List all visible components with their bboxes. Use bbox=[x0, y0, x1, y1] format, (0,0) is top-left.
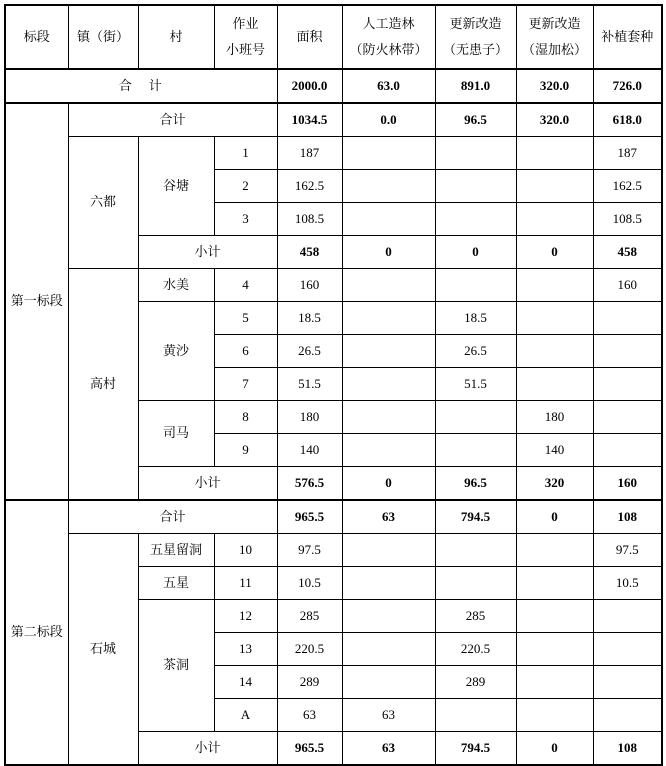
empty-cell bbox=[342, 335, 435, 368]
label-cell: 第二标段 bbox=[5, 500, 68, 765]
empty-cell bbox=[516, 302, 593, 335]
value-cell: 187 bbox=[277, 137, 342, 170]
empty-cell bbox=[593, 666, 662, 699]
value-cell: 26.5 bbox=[435, 335, 516, 368]
label-cell: 茶洞 bbox=[138, 600, 214, 732]
empty-cell bbox=[435, 567, 516, 600]
value-cell: 285 bbox=[277, 600, 342, 633]
value-cell: 96.5 bbox=[435, 103, 516, 137]
value-cell: 51.5 bbox=[277, 368, 342, 401]
header-label: （湿加松） bbox=[521, 42, 587, 57]
value-cell: 160 bbox=[277, 269, 342, 302]
table-body bbox=[5, 69, 662, 765]
label-cell: 黄沙 bbox=[138, 302, 214, 401]
value-cell: 108 bbox=[593, 500, 662, 534]
value-cell: 162.5 bbox=[277, 170, 342, 203]
afforestation-table bbox=[4, 4, 663, 766]
empty-cell bbox=[342, 567, 435, 600]
empty-cell bbox=[435, 170, 516, 203]
header-cell-replanting bbox=[593, 5, 662, 69]
label-cell: 合计 bbox=[68, 103, 277, 137]
value-cell: 6 bbox=[214, 335, 277, 368]
empty-cell bbox=[342, 401, 435, 434]
value-cell: 140 bbox=[516, 434, 593, 467]
header-label: 小班号 bbox=[225, 42, 265, 57]
empty-cell bbox=[435, 699, 516, 732]
value-cell: 180 bbox=[277, 401, 342, 434]
header-cell-renewal-slash-pine bbox=[516, 5, 593, 69]
value-cell: 63 bbox=[342, 500, 435, 534]
value-cell: 187 bbox=[593, 137, 662, 170]
value-cell: 160 bbox=[593, 467, 662, 501]
value-cell: 97.5 bbox=[593, 534, 662, 567]
value-cell: 18.5 bbox=[277, 302, 342, 335]
label-cell: 第一标段 bbox=[5, 103, 68, 500]
empty-cell bbox=[593, 699, 662, 732]
empty-cell bbox=[593, 600, 662, 633]
value-cell: 618.0 bbox=[593, 103, 662, 137]
value-cell: 2000.0 bbox=[277, 69, 342, 103]
empty-cell bbox=[593, 401, 662, 434]
empty-cell bbox=[516, 368, 593, 401]
empty-cell bbox=[435, 269, 516, 302]
header-cell-area bbox=[277, 5, 342, 69]
label-cell: 合计 bbox=[68, 500, 277, 534]
label-cell: 五星 bbox=[138, 567, 214, 600]
value-cell: 794.5 bbox=[435, 500, 516, 534]
table-row-data bbox=[5, 534, 662, 567]
empty-cell bbox=[342, 302, 435, 335]
header-label: 镇（街） bbox=[76, 29, 129, 44]
value-cell: 320.0 bbox=[516, 103, 593, 137]
header-label: 标段 bbox=[23, 29, 50, 44]
value-cell: 0 bbox=[516, 500, 593, 534]
header-label: 补植套种 bbox=[601, 29, 654, 44]
header-cell-section bbox=[5, 5, 68, 69]
label-cell: 高村 bbox=[68, 269, 138, 501]
empty-cell bbox=[435, 137, 516, 170]
empty-cell bbox=[516, 269, 593, 302]
value-cell: 794.5 bbox=[435, 732, 516, 766]
value-cell: 180 bbox=[516, 401, 593, 434]
header-label: 面积 bbox=[296, 29, 323, 44]
empty-cell bbox=[435, 203, 516, 236]
empty-cell bbox=[342, 534, 435, 567]
value-cell: 726.0 bbox=[593, 69, 662, 103]
value-cell: 220.5 bbox=[277, 633, 342, 666]
value-cell: 10.5 bbox=[593, 567, 662, 600]
label-cell: 小计 bbox=[138, 236, 277, 269]
empty-cell bbox=[342, 633, 435, 666]
empty-cell bbox=[342, 203, 435, 236]
value-cell: 108 bbox=[593, 732, 662, 766]
empty-cell bbox=[342, 600, 435, 633]
value-cell: 7 bbox=[214, 368, 277, 401]
header-label: 更新改造 bbox=[449, 16, 502, 31]
label-cell: 司马 bbox=[138, 401, 214, 467]
value-cell: 220.5 bbox=[435, 633, 516, 666]
value-cell: 965.5 bbox=[277, 732, 342, 766]
value-cell: 12 bbox=[214, 600, 277, 633]
empty-cell bbox=[342, 368, 435, 401]
empty-cell bbox=[516, 203, 593, 236]
header-cell-village bbox=[138, 5, 214, 69]
value-cell: 5 bbox=[214, 302, 277, 335]
value-cell: 26.5 bbox=[277, 335, 342, 368]
value-cell: 0 bbox=[342, 236, 435, 269]
value-cell: 108.5 bbox=[277, 203, 342, 236]
value-cell: 63 bbox=[277, 699, 342, 732]
header-label: 更新改造 bbox=[528, 16, 581, 31]
value-cell: 97.5 bbox=[277, 534, 342, 567]
value-cell: 14 bbox=[214, 666, 277, 699]
empty-cell bbox=[516, 699, 593, 732]
value-cell: 63 bbox=[342, 732, 435, 766]
header-label: 村 bbox=[169, 29, 183, 44]
empty-cell bbox=[516, 633, 593, 666]
header-cell-town bbox=[68, 5, 138, 69]
value-cell: A bbox=[214, 699, 277, 732]
value-cell: 320 bbox=[516, 467, 593, 501]
table-row-section-total bbox=[5, 103, 662, 137]
value-cell: 162.5 bbox=[593, 170, 662, 203]
value-cell: 0 bbox=[342, 467, 435, 501]
header-cell-renewal-sapindus bbox=[435, 5, 516, 69]
value-cell: 8 bbox=[214, 401, 277, 434]
value-cell: 51.5 bbox=[435, 368, 516, 401]
empty-cell bbox=[516, 534, 593, 567]
document-page bbox=[4, 4, 663, 766]
header-cell-plot-number bbox=[214, 5, 277, 69]
label-cell: 五星留洞 bbox=[138, 534, 214, 567]
empty-cell bbox=[435, 401, 516, 434]
value-cell: 63 bbox=[342, 699, 435, 732]
table-row-data bbox=[5, 269, 662, 302]
table-row-grand-total bbox=[5, 69, 662, 103]
value-cell: 289 bbox=[435, 666, 516, 699]
value-cell: 160 bbox=[593, 269, 662, 302]
value-cell: 320.0 bbox=[516, 69, 593, 103]
table-row-section-total bbox=[5, 500, 662, 534]
label-cell: 水美 bbox=[138, 269, 214, 302]
empty-cell bbox=[593, 368, 662, 401]
value-cell: 458 bbox=[277, 236, 342, 269]
header-cell-artificial-afforestation bbox=[342, 5, 435, 69]
empty-cell bbox=[516, 137, 593, 170]
value-cell: 0 bbox=[435, 236, 516, 269]
table-row-data bbox=[5, 137, 662, 170]
label-cell: 六都 bbox=[68, 137, 138, 269]
value-cell: 285 bbox=[435, 600, 516, 633]
header-row bbox=[5, 5, 662, 69]
header-label: （防火林带） bbox=[349, 42, 428, 57]
value-cell: 1034.5 bbox=[277, 103, 342, 137]
header-label: （无患子） bbox=[442, 42, 508, 57]
value-cell: 140 bbox=[277, 434, 342, 467]
value-cell: 3 bbox=[214, 203, 277, 236]
empty-cell bbox=[593, 434, 662, 467]
empty-cell bbox=[342, 434, 435, 467]
value-cell: 0 bbox=[516, 732, 593, 766]
label-cell: 小计 bbox=[138, 732, 277, 766]
empty-cell bbox=[516, 335, 593, 368]
header-label: 人工造林 bbox=[362, 16, 415, 31]
value-cell: 576.5 bbox=[277, 467, 342, 501]
value-cell: 11 bbox=[214, 567, 277, 600]
value-cell: 289 bbox=[277, 666, 342, 699]
value-cell: 965.5 bbox=[277, 500, 342, 534]
empty-cell bbox=[342, 666, 435, 699]
value-cell: 63.0 bbox=[342, 69, 435, 103]
label-cell: 谷塘 bbox=[138, 137, 214, 236]
value-cell: 18.5 bbox=[435, 302, 516, 335]
empty-cell bbox=[342, 269, 435, 302]
header-label: 作业 bbox=[232, 16, 259, 31]
value-cell: 4 bbox=[214, 269, 277, 302]
empty-cell bbox=[516, 567, 593, 600]
label-cell: 合 计 bbox=[5, 69, 277, 103]
value-cell: 9 bbox=[214, 434, 277, 467]
empty-cell bbox=[435, 534, 516, 567]
value-cell: 10.5 bbox=[277, 567, 342, 600]
value-cell: 108.5 bbox=[593, 203, 662, 236]
empty-cell bbox=[516, 600, 593, 633]
label-cell: 石城 bbox=[68, 534, 138, 766]
value-cell: 1 bbox=[214, 137, 277, 170]
empty-cell bbox=[342, 137, 435, 170]
value-cell: 0.0 bbox=[342, 103, 435, 137]
empty-cell bbox=[593, 335, 662, 368]
empty-cell bbox=[516, 170, 593, 203]
empty-cell bbox=[593, 633, 662, 666]
value-cell: 0 bbox=[516, 236, 593, 269]
value-cell: 458 bbox=[593, 236, 662, 269]
empty-cell bbox=[435, 434, 516, 467]
empty-cell bbox=[342, 170, 435, 203]
value-cell: 13 bbox=[214, 633, 277, 666]
value-cell: 96.5 bbox=[435, 467, 516, 501]
value-cell: 2 bbox=[214, 170, 277, 203]
empty-cell bbox=[593, 302, 662, 335]
label-cell: 小计 bbox=[138, 467, 277, 501]
empty-cell bbox=[516, 666, 593, 699]
value-cell: 10 bbox=[214, 534, 277, 567]
value-cell: 891.0 bbox=[435, 69, 516, 103]
